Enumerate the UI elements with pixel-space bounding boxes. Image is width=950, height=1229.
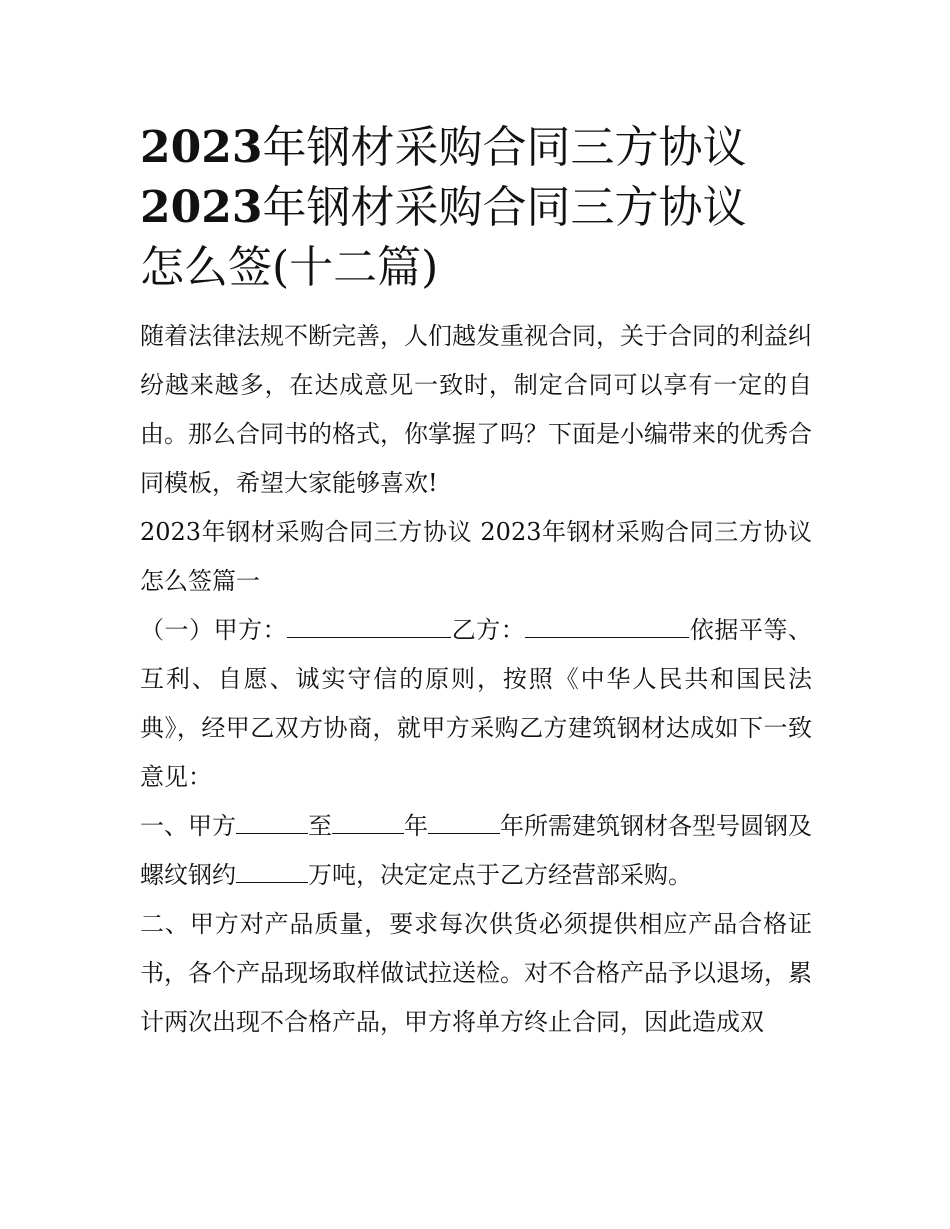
clause-parties	[140, 606, 812, 802]
clause-two: 二、甲方对产品质量，要求每次供货必须提供相应产品合格证书，各个产品现场取样做试拉送检。对不合格产品予以退场，累计两次出现不合格产品，甲方将单方终止合同，因此造成双	[140, 910, 812, 1036]
clause-one	[140, 802, 812, 900]
party-b-label: 乙方：	[451, 616, 526, 644]
section-heading: 2023年钢材采购合同三方协议 2023年钢材采购合同三方协议怎么签篇一	[140, 518, 812, 595]
party-b-blank	[525, 617, 689, 638]
title-year-2: 2023	[140, 182, 263, 233]
clause-parties-text: 依据平等、互利、自愿、诚实守信的原则，按照《中华人民共和国民法典》，经甲乙双方协商，就甲方采购乙方建筑钢材达成如下一致意见：	[140, 616, 813, 791]
clause-one-text-2: 至	[308, 812, 332, 840]
clause-one-text-1: 一、甲方	[140, 812, 236, 840]
party-a-label: （一）甲方：	[140, 616, 288, 644]
tonnage-blank	[236, 862, 308, 883]
end-year-blank	[332, 813, 404, 834]
start-year-blank	[236, 813, 308, 834]
title-text-2: 年钢材采购合同三方协议	[262, 182, 747, 233]
title-text-1: 年钢材采购合同三方协议	[262, 122, 747, 173]
clause-one-text-5: 万吨，决定定点于乙方经营部采购。	[308, 861, 692, 889]
document-page	[140, 118, 812, 1047]
intro-paragraph: 随着法律法规不断完善，人们越发重视合同，关于合同的利益纠纷越来越多，在达成意见一致时，制定合同可以享有一定的自由。那么合同书的格式，你掌握了吗？下面是小编带来的优秀合同模板，希望大家能够喜欢!	[140, 322, 812, 497]
clause-one-text-4: 年所需建筑钢材各型号圆钢及螺纹钢约	[140, 812, 812, 889]
year-blank	[428, 813, 500, 834]
party-a-blank	[287, 617, 451, 638]
title-year-1: 2023	[140, 122, 263, 173]
clause-one-text-3: 年	[404, 812, 428, 840]
title-text-3: 怎么签(十二篇)	[140, 242, 439, 293]
document-title	[140, 118, 812, 298]
